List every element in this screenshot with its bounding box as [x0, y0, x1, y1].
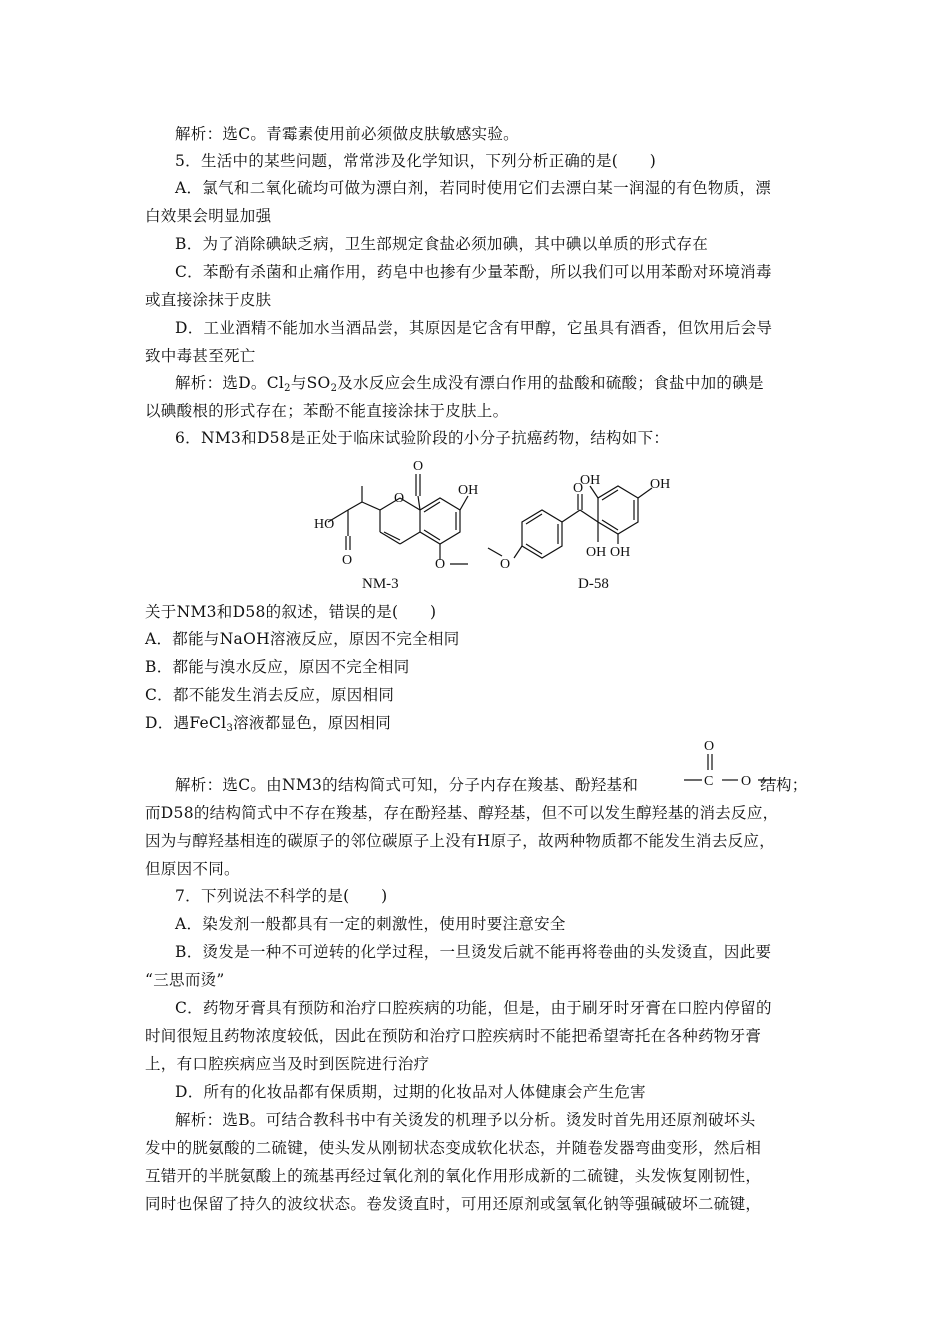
q5-option-c: C．苯酚有杀菌和止痛作用，药皂中也掺有少量苯酚，所以我们可以用苯酚对环境消毒	[175, 263, 772, 281]
q6-option-c: C．都不能发生消去反应，原因相同	[145, 686, 395, 704]
q7-answer-cont: 互错开的半胱氨酸上的巯基再经过氧化剂的氧化作用形成新的二硫键，头发恢复刚韧性，	[145, 1167, 762, 1185]
ring-o-label: O	[394, 491, 405, 506]
q7-option-c-cont: 上，有口腔疾病应当及时到医院进行治疗	[145, 1055, 430, 1073]
oh-label: OH	[610, 545, 631, 560]
oh-label: OH	[650, 477, 671, 492]
q6-answer: 解析：选C。由NM3的结构简式可知，分子内存在羧基、酚羟基和 结构；	[175, 776, 808, 794]
answer-line: 解析：选C。青霉素使用前必须做皮肤敏感实验。	[175, 125, 519, 143]
question-6-prompt: 关于NM3和D58的叙述，错误的是( )	[145, 603, 437, 621]
ester-c-label: C	[704, 774, 714, 789]
methoxy-o-label: O	[500, 557, 511, 572]
q7-option-c-cont: 时间很短且药物浓度较低，因此在预防和治疗口腔疾病时不能把希望寄托在各种药物牙膏	[145, 1027, 762, 1045]
question-6-stem: 6．NM3和D58是正处于临床试验阶段的小分子抗癌药物，结构如下：	[175, 429, 670, 447]
q5-option-d-cont: 致中毒甚至死亡	[145, 347, 256, 365]
nm3-labels	[314, 459, 478, 592]
q7-answer-cont: 同时也保留了持久的波纹状态。卷发烫直时，可用还原剂或氢氧化钠等强碱破坏二硫键，	[145, 1195, 762, 1213]
q7-answer: 解析：选B。可结合教科书中有关烫发的机理予以分析。烫发时首先用还原剂破坏头	[175, 1111, 756, 1129]
oh-label: OH	[586, 545, 607, 560]
q6-option-d: D．遇FeCl$_3$溶液都显色，原因相同	[145, 714, 392, 734]
structure-figure	[290, 452, 710, 602]
q7-option-d: D．所有的化妆品都有保质期，过期的化妆品对人体健康会产生危害	[175, 1083, 646, 1101]
q6-answer-cont: 因为与醇羟基相连的碳原子的邻位碳原子上没有H原子，故两种物质都不能发生消去反应，	[145, 832, 776, 850]
ester-o-label: O	[704, 739, 715, 754]
question-7-stem: 7．下列说法不科学的是( )	[175, 887, 388, 905]
q6-option-a: A．都能与NaOH溶液反应，原因不完全相同	[145, 630, 460, 648]
nm3-caption: NM-3	[362, 576, 399, 592]
q6-answer-cont: 但原因不同。	[145, 860, 240, 878]
q7-option-a: A．染发剂一般都具有一定的刺激性，使用时要注意安全	[175, 915, 566, 933]
q7-option-b-cont: “三思而烫”	[145, 971, 225, 989]
q5-option-c-cont: 或直接涂抹于皮肤	[145, 291, 272, 309]
q5-option-d: D．工业酒精不能加水当酒品尝，其原因是它含有甲醇，它虽具有酒香，但饮用后会导	[175, 319, 773, 337]
ho-label: HO	[314, 517, 335, 532]
question-5-stem: 5．生活中的某些问题，常常涉及化学知识，下列分析正确的是( )	[175, 152, 657, 170]
q5-answer: 解析：选D。$Cl_2$与$SO_2$及水反应会生成没有漂白作用的盐酸和硫酸；食盐中加的碘是	[175, 374, 764, 394]
oh-label: OH	[458, 483, 479, 498]
q5-option-a: A．氯气和二氧化硫均可做为漂白剂，若同时使用它们去漂白某一润湿的有色物质，漂	[175, 179, 772, 197]
ketone-o-label: O	[573, 481, 584, 496]
q7-answer-cont: 发中的胱氨酸的二硫键，使头发从刚韧状态变成软化状态，并随卷发器弯曲变形，然后相	[145, 1139, 762, 1157]
o-label: O	[342, 553, 353, 568]
d58-caption: D-58	[578, 576, 609, 592]
q6-option-b: B．都能与溴水反应，原因不完全相同	[145, 658, 410, 676]
carbonyl-o-label: O	[413, 459, 424, 474]
nm3-structure	[328, 474, 468, 564]
q5-option-b: B．为了消除碘缺乏病，卫生部规定食盐必须加碘，其中碘以单质的形式存在	[175, 235, 709, 253]
q5-answer-cont: 以碘酸根的形式存在；苯酚不能直接涂抹于皮肤上。	[145, 402, 509, 420]
q7-option-b: B．烫发是一种不可逆转的化学过程，一旦烫发后就不能再将卷曲的头发烫直，因此要	[175, 943, 772, 961]
q7-option-c: C．药物牙膏具有预防和治疗口腔疾病的功能，但是，由于刷牙时牙膏在口腔内停留的	[175, 999, 772, 1017]
ester-o-label: O	[741, 774, 752, 789]
q6-answer-cont: 而D58的结构简式中不存在羧基，存在酚羟基、醇羟基，但不可以发生醇羟基的消去反应，	[145, 804, 779, 822]
methoxy-o-label: O	[435, 557, 446, 572]
q5-option-a-cont: 白效果会明显加强	[145, 207, 272, 225]
d58-labels	[500, 473, 670, 592]
oh-label: OH	[580, 473, 601, 488]
